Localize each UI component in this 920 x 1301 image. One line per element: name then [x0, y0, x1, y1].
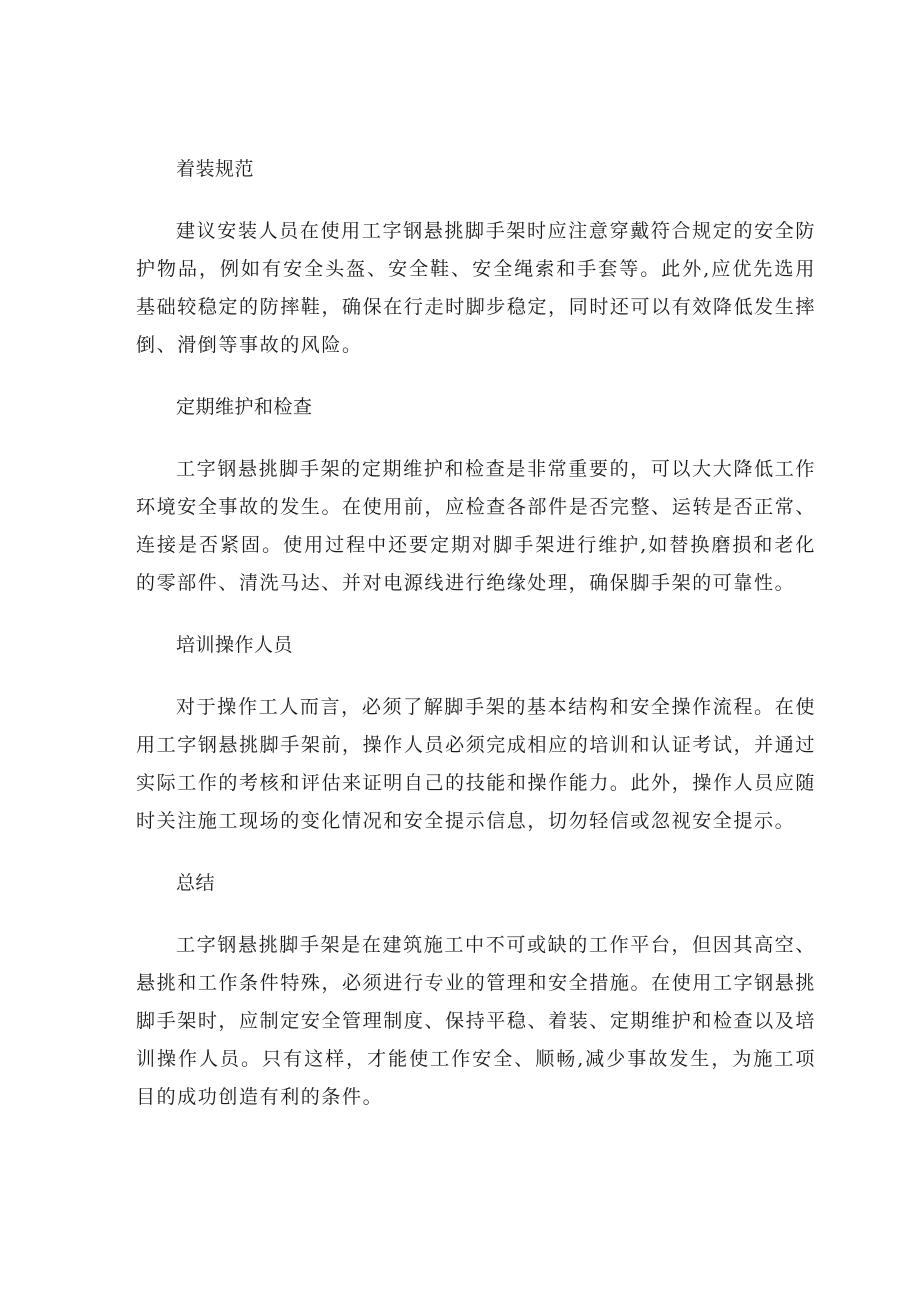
section-dress-code	[136, 150, 816, 364]
section-paragraph: 工字钢悬挑脚手架是在建筑施工中不可或缺的工作平台，但因其高空、悬挑和工作条件特殊，必须进行专业的管理和安全措施。在使用工字钢悬挑脚手架时，应制定安全管理制度、保持平稳、着装、定期维护和检查以及培训操作人员。只有这样，才能使工作安全、顺畅,减少事故发生，为施工项目的成功创造有利的条件。	[136, 934, 816, 1108]
document-body	[136, 150, 816, 1140]
section-paragraph: 建议安装人员在使用工字钢悬挑脚手架时应注意穿戴符合规定的安全防护物品，例如有安全头盔、安全鞋、安全绳索和手套等。此外,应优先选用基础较稳定的防摔鞋，确保在行走时脚步稳定，同时还可以有效降低发生摔倒、滑倒等事故的风险。	[136, 220, 816, 356]
section-training	[136, 626, 816, 840]
section-paragraph: 工字钢悬挑脚手架的定期维护和检查是非常重要的，可以大大降低工作环境安全事故的发生。在使用前，应检查各部件是否完整、运转是否正常、连接是否紧固。使用过程中还要定期对脚手架进行维护,如替换磨损和老化的零部件、清洗马达、并对电源线进行绝缘处理，确保脚手架的可靠性。	[136, 458, 816, 594]
section-heading: 总结	[176, 872, 216, 894]
section-summary	[136, 864, 816, 1116]
section-heading: 培训操作人员	[176, 634, 294, 656]
section-maintenance	[136, 388, 816, 602]
section-paragraph: 对于操作工人而言，必须了解脚手架的基本结构和安全操作流程。在使用工字钢悬挑脚手架前，操作人员必须完成相应的培训和认证考试，并通过实际工作的考核和评估来证明自己的技能和操作能力。此外，操作人员应随时关注施工现场的变化情况和安全提示信息，切勿轻信或忽视安全提示。	[136, 696, 816, 832]
section-heading: 定期维护和检查	[176, 396, 313, 418]
section-heading: 着装规范	[176, 158, 255, 180]
